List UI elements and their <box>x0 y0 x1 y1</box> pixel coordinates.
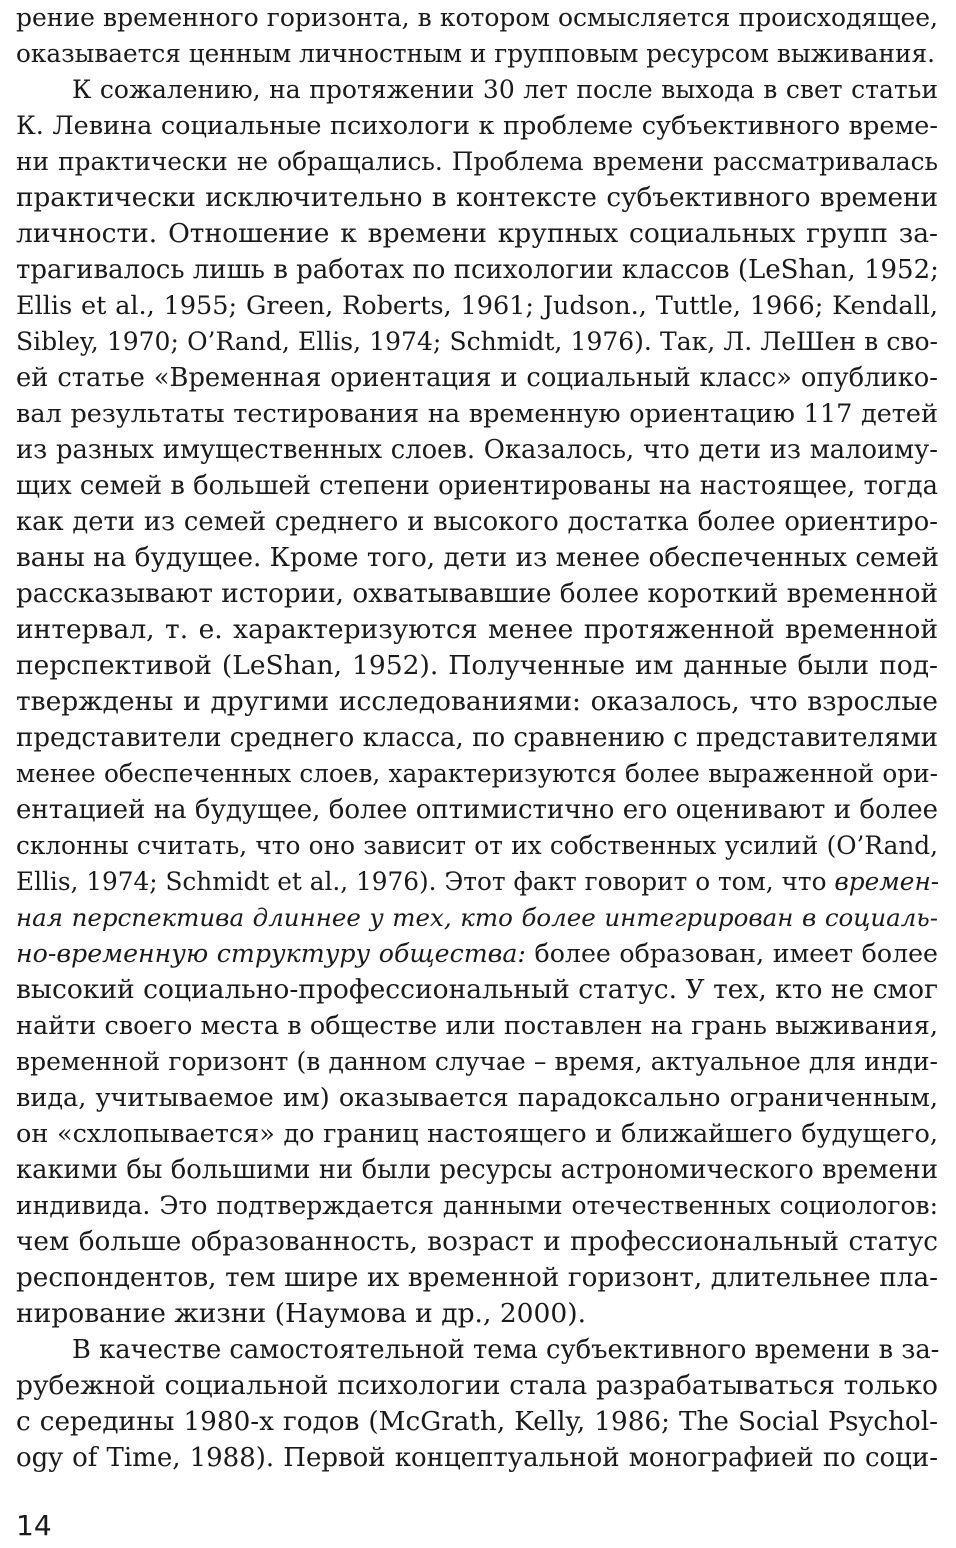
text-line: с середины 1980-х годов (McGrath, Kelly, 1986; The Social Psychol- <box>16 1407 938 1437</box>
italic-run: но-временную структуру общества: <box>16 939 526 968</box>
text-line <box>16 900 938 936</box>
text-line: чем больше образованность, возраст и профессиональный статус <box>16 1227 938 1257</box>
text-line: вида, учитываемое им) оказывается парадоксально ограниченным, <box>16 1083 938 1113</box>
text-line: ваны на будущее. Кроме того, дети из менее обеспеченных семей <box>16 543 940 573</box>
text-run: Ellis, 1974; Schmidt et al., 1976). Этот факт говорит о том, что <box>16 867 835 896</box>
text-line: индивида. Это подтверждается данными отечественных социологов: <box>16 1191 938 1220</box>
text-line: ентацией на будущее, более оптимистично его оценивают и более <box>16 795 938 825</box>
text-line: щих семей в большей степени ориентированы на настоящее, тогда <box>16 471 938 501</box>
text-line: респондентов, тем шире их временной горизонт, длительнее пла- <box>16 1263 938 1293</box>
italic-run: времен- <box>834 867 940 896</box>
text-line: вал результаты тестирования на временную ориентацию 117 детей <box>16 399 938 429</box>
text-line: временной горизонт (в данном случае – время, актуальное для инди- <box>16 1047 938 1076</box>
text-line: рассказывают истории, охватывавшие более короткий временной <box>16 579 938 609</box>
text-line <box>16 936 938 972</box>
text-line: из разных имущественных слоев. Оказалось, что дети из малоиму- <box>16 435 938 465</box>
text-line: оказывается ценным личностным и групповым ресурсом выживания. <box>16 39 935 68</box>
text-line: личности. Отношение к времени крупных социальных групп за- <box>16 218 938 249</box>
text-line: перспективой (LeShan, 1952). Полученные им данные были под- <box>16 650 938 681</box>
text-line: ogy of Time, 1988). Первой концептуальной монографией по соци- <box>16 1443 938 1473</box>
italic-run: ная перспектива длиннее у тех, кто более интегрирован в социаль- <box>16 903 938 932</box>
page-number: 14 <box>16 1509 52 1542</box>
text-line: менее обеспеченных слоев, характеризуются более выраженной ори- <box>16 759 938 788</box>
text-line: Sibley, 1970; O’Rand, Ellis, 1974; Schmidt, 1976). Так, Л. ЛеШен в сво- <box>16 327 938 356</box>
text-line: высокий социально-профессиональный статус. У тех, кто не смог <box>16 974 938 1005</box>
text-line: тверждены и другими исследованиями: оказалось, что взрослые <box>16 686 938 717</box>
text-line: как дети из семей среднего и высокого достатка более ориентиро- <box>16 507 938 537</box>
text-line: найти своего места в обществе или поставлен на грань выживания, <box>16 1011 938 1041</box>
text-line: К. Левина социальные психологи к проблеме субъективного време- <box>16 111 938 141</box>
text-line: В качестве самостоятельной тема субъективного времени в за- <box>72 1335 940 1365</box>
text-line: К сожалению, на протяжении 30 лет после выхода в свет статьи <box>72 75 938 104</box>
text-line: какими бы большими ни были ресурсы астрономического времени <box>16 1155 938 1185</box>
text-line: нирование жизни (Наумова и др., 2000). <box>16 1298 587 1329</box>
book-page <box>16 0 938 1548</box>
text-line: интервал, т. е. характеризуются менее протяженной временной <box>16 614 938 645</box>
text-line: Ellis et al., 1955; Green, Roberts, 1961; Judson., Tuttle, 1966; Kendall, <box>16 291 938 321</box>
text-line <box>16 864 938 900</box>
text-line: рубежной социальной психологии стала разрабатываться только <box>16 1370 938 1401</box>
text-line: ей статье «Временная ориентация и социальный класс» опублико- <box>16 363 938 393</box>
text-line: трагивалось лишь в работах по психологии классов (LeShan, 1952; <box>16 255 939 285</box>
text-line: представители среднего класса, по сравнению с представителями <box>16 723 938 753</box>
text-line: ни практически не обращались. Проблема времени рассматривалась <box>16 147 938 176</box>
text-run: более образован, имеет более <box>525 939 938 968</box>
text-line: рение временного горизонта, в котором осмысляется происходящее, <box>16 3 938 32</box>
text-line: практически исключительно в контексте субъективного времени <box>16 183 938 213</box>
text-line: он «схлопывается» до границ настоящего и ближайшего будущего, <box>16 1119 938 1149</box>
text-line: склонны считать, что оно зависит от их собственных усилий (O’Rand, <box>16 831 938 860</box>
